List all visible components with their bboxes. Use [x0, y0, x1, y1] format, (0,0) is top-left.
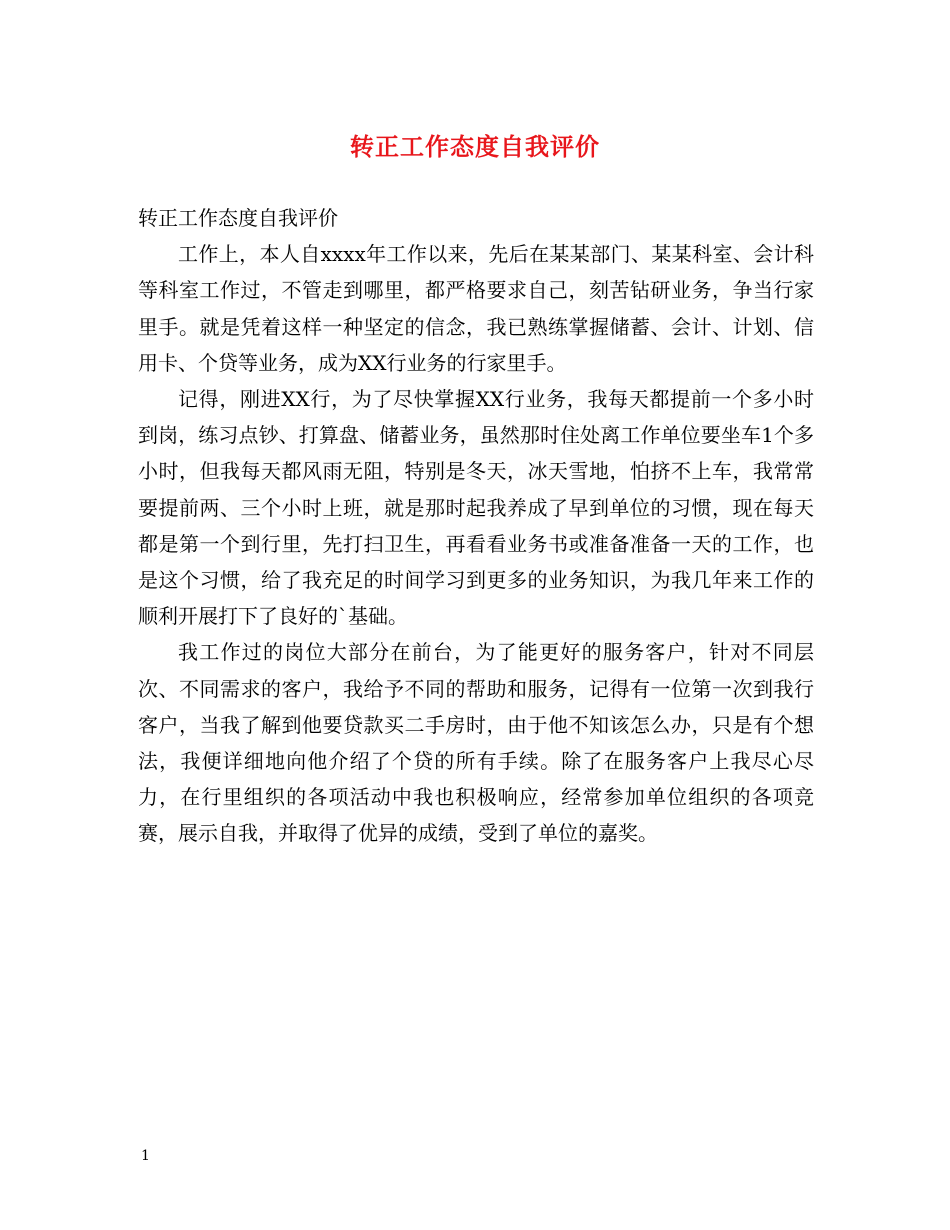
page-number: 1: [141, 1148, 150, 1164]
body-paragraph-1: 工作上，本人自xxxx年工作以来，先后在某某部门、某某科室、会计科等科室工作过，不管走到哪里，都严格要求自己，刻苦钻研业务，争当行家里手。就是凭着这样一种坚定的信念，我已熟练掌握储蓄、会计、计划、信用卡、个贷等业务，成为XX行业务的行家里手。: [138, 242, 814, 375]
document-body: [138, 200, 814, 852]
body-paragraph-2: 记得，刚进XX行，为了尽快掌握XX行业务，我每天都提前一个多小时到岗，练习点钞、打算盘、储蓄业务，虽然那时住处离工作单位要坐车1个多小时，但我每天都风雨无阻，特别是冬天，冰天雪地，怕挤不上车，我常常要提前两、三个小时上班，就是那时起我养成了早到单位的习惯，现在每天都是第一个到行里，先打扫卫生，再看看业务书或准备准备一天的工作，也是这个习惯，给了我充足的时间学习到更多的业务知识，为我几年来工作的顺利开展打下了良好的`基础。: [138, 387, 814, 629]
body-paragraph-3: 我工作过的岗位大部分在前台，为了能更好的服务客户，针对不同层次、不同需求的客户，我给予不同的帮助和服务，记得有一位第一次到我行客户，当我了解到他要贷款买二手房时，由于他不知该怎么办，只是有个想法，我便详细地向他介绍了个贷的所有手续。除了在服务客户上我尽心尽力，在行里组织的各项活动中我也积极响应，经常参加单位组织的各项竞赛，展示自我，并取得了优异的成绩，受到了单位的嘉奖。: [138, 640, 814, 846]
document-title: 转正工作态度自我评价: [350, 132, 600, 161]
document-subtitle: 转正工作态度自我评价: [138, 206, 338, 230]
